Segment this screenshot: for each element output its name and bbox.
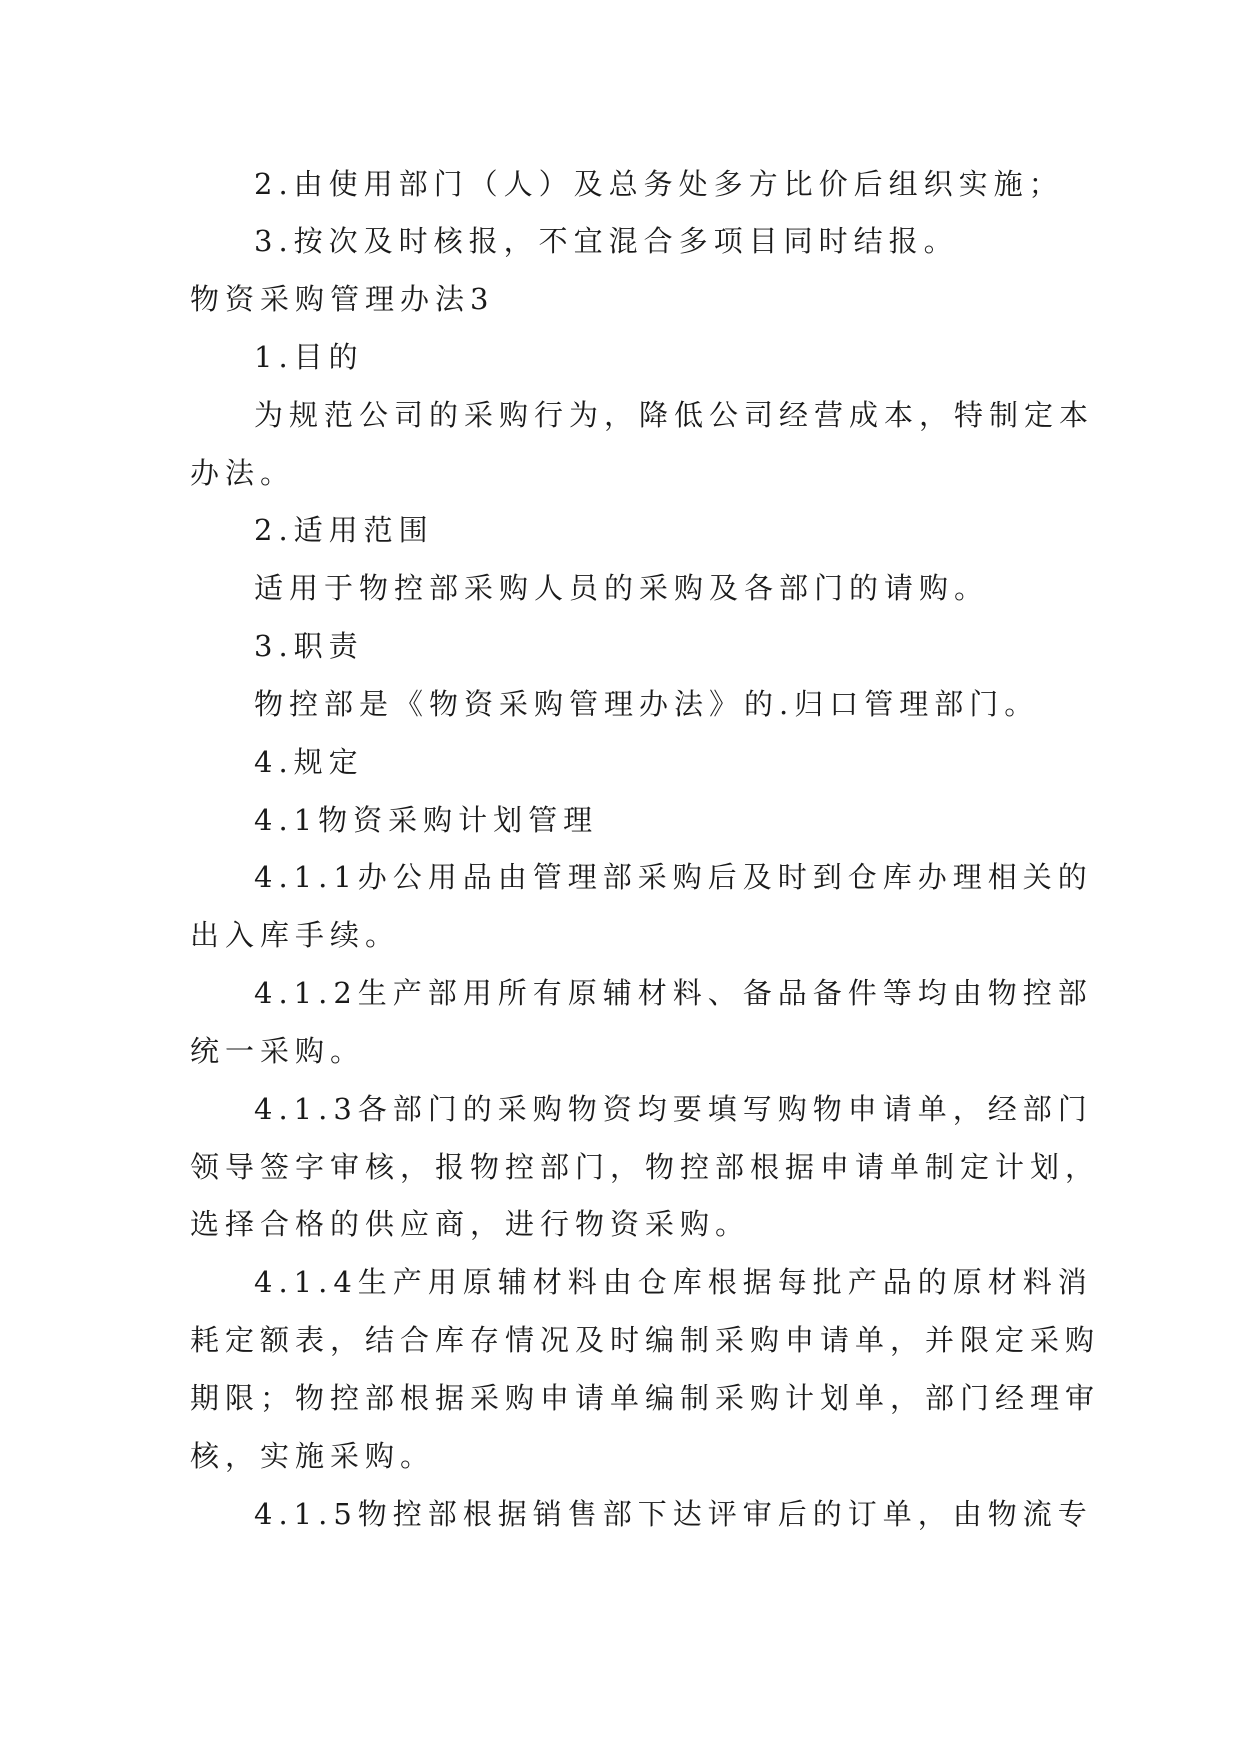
text-line: 领导签字审核，报物控部门，物控部根据申请单制定计划， (190, 1150, 1101, 1184)
heading-duties: 3.职责 (254, 629, 364, 663)
text-line: 选择合格的供应商，进行物资采购。 (190, 1207, 751, 1241)
heading-purpose: 1.目的 (254, 340, 364, 374)
text-line: 4.1.5物控部根据销售部下达评审后的订单，由物流专 (254, 1497, 1093, 1531)
text-line: 统一采购。 (190, 1034, 366, 1068)
subheading: 4.1物资采购计划管理 (254, 803, 599, 837)
text-line: 4.1.3各部门的采购物资均要填写购物申请单，经部门 (254, 1092, 1093, 1126)
text-line: 3.按次及时核报，不宜混合多项目同时结报。 (254, 224, 959, 258)
text-line: 适用于物控部采购人员的采购及各部门的请购。 (254, 571, 990, 605)
text-line: 期限；物控部根据采购申请单编制采购计划单，部门经理审 (190, 1381, 1101, 1415)
text-line: 2.由使用部门（人）及总务处多方比价后组织实施； (254, 167, 1064, 201)
section-title: 物资采购管理办法3 (190, 282, 495, 316)
text-line: 物控部是《物资采购管理办法》的.归口管理部门。 (254, 687, 1040, 721)
text-line: 4.1.4生产用原辅材料由仓库根据每批产品的原材料消 (254, 1265, 1093, 1299)
text-line: 核，实施采购。 (190, 1439, 436, 1473)
heading-rules: 4.规定 (254, 745, 364, 779)
heading-scope: 2.适用范围 (254, 513, 434, 547)
text-line: 耗定额表，结合库存情况及时编制采购申请单，并限定采购 (190, 1323, 1101, 1357)
text-line: 办法。 (190, 456, 296, 490)
text-line: 4.1.1办公用品由管理部采购后及时到仓库办理相关的 (254, 860, 1093, 894)
text-line: 为规范公司的采购行为，降低公司经营成本，特制定本 (254, 398, 1095, 432)
text-line: 4.1.2生产部用所有原辅材料、备品备件等均由物控部 (254, 976, 1093, 1010)
text-line: 出入库手续。 (190, 918, 401, 952)
